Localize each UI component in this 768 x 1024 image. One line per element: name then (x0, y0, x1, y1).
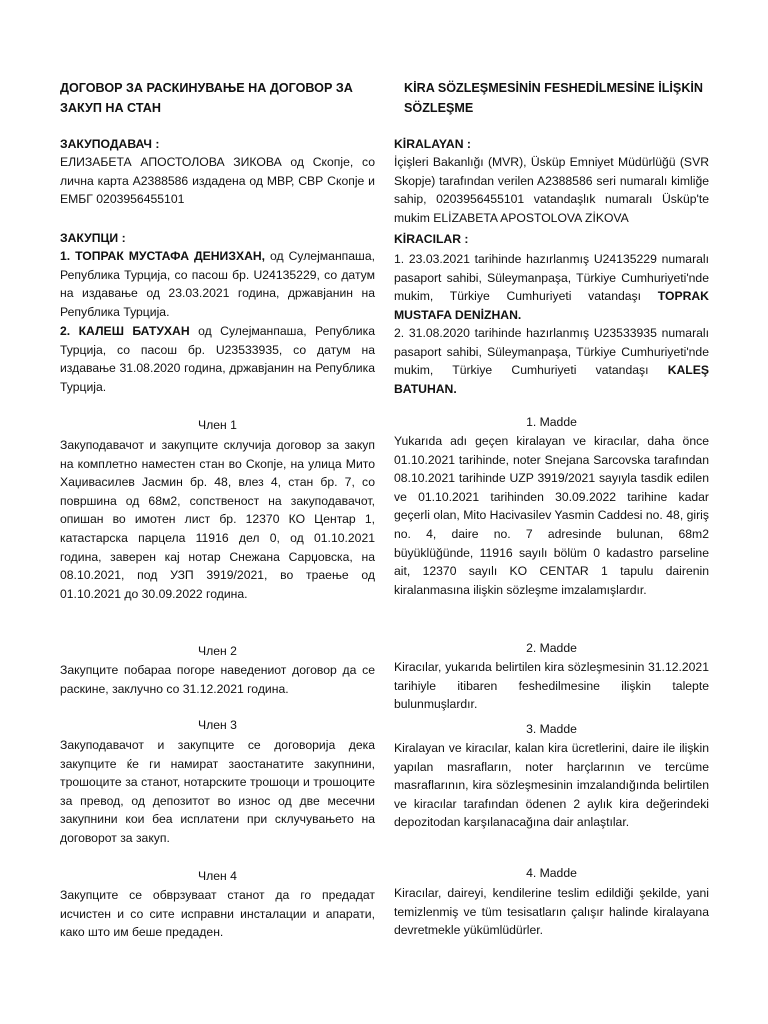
mk-landlord-text: ЕЛИЗАБЕТА АПОСТОЛОВА ЗИКОВА од Скопје, со лична карта A2388586 издадена од МВР, СВР Скопје и ЕМБГ 0203956455101 (60, 155, 375, 207)
mk-article-1-text: Закуподавачот и закупците склучија договор за закуп на комплетно наместен стан во Скопје, на улица Мито Хаџивасилев Јасмин бр. 48, влез 4, стан бр. 7, со површина од 68м2, сопственост на закуподавачот, опишан во имотен лист бр. 12370 КО Центар 1, катастарска парцела 11916 дел 0, од 01.10.2021 година, заверен кај нотар Снежана Сарџовска, на 08.10.2021, под УЗП 3919/2021, во траење од 01.10.2021 до 30.09.2022 година. (60, 438, 375, 601)
tr-article-2-text: Kiracılar, yukarıda belirtilen kira sözleşmesinin 31.12.2021 tarihiyle itibaren feshedilmesine ilişkin talepte bulunmuşlardır. (394, 660, 709, 712)
tr-article-1-heading: 1. Madde (526, 415, 577, 429)
tr-tenant-1-name: TOPRAK MUSTAFA DENİZHAN. (394, 289, 709, 322)
mk-article-4-text: Закупците се обврзуваат станот да го предадат исчистен и со сите исправни инсталации и апарати, како што им беше предаден. (60, 888, 375, 940)
tr-landlord-heading: KİRALAYAN : (394, 137, 471, 151)
mk-tenant-1-name: 1. ТОПРАК МУСТАФА ДЕНИЗХАН, (60, 249, 266, 263)
mk-tenant-2-text: од Сулејманпаша, Република Турција, со пасош бр. U23533935, со датум на издавање 31.08.2020 година, државјанин на Република Турција. (60, 324, 375, 394)
tr-landlord-text: İçişleri Bakanlığı (MVR), Üsküp Emniyet Müdürlüğü (SVR Skopje) tarafından verilen A2388586 seri numaralı kimliğe sahip, 0203956455101 vatandaşlık numaralı Üsküp'te mukim ELİZABETA APOSTOLOVA ZİKOVA (394, 155, 709, 225)
tr-tenant-2-text: 2. 31.08.2020 tarihinde hazırlanmış U23533935 numaralı pasaport sahibi, Süleymanpaşa, Türkiye Cumhuriyeti'nde mukim, Türkiye Cumhuriyeti vatandaşı (394, 326, 709, 378)
mk-tenant-1 (60, 247, 375, 321)
mk-tenant-1-text: од Сулејманпаша, Република Турција, со пасош бр. U24135229, со датум на издавање од 23.03.2021 година, државјанин на Република Турција. (60, 249, 375, 319)
tr-tenant-2-name: KALEŞ BATUHAN. (394, 363, 709, 396)
mk-tenant-2 (60, 322, 375, 396)
mk-tenant-2-name: 2. КАЛЕШ БАТУХАН (60, 324, 190, 338)
mk-article-2-text: Закупците побараа погоре наведениот договор да се раскине, заклучно со 31.12.2021 година. (60, 663, 375, 696)
mk-article-2-heading: Член 2 (198, 644, 237, 658)
mk-tenants-heading: ЗАКУПЦИ : (60, 231, 126, 245)
tr-article-4-text: Kiracılar, daireyi, kendilerine teslim edildiği şekilde, yani temizlenmiş ve tüm tesisatların çalışır halinde kiralayana devretmekle yükümlüdürler. (394, 886, 709, 938)
tr-article-2-heading: 2. Madde (526, 641, 577, 655)
mk-article-3-heading: Член 3 (198, 718, 237, 732)
tr-tenants-heading: KİRACILAR : (394, 232, 469, 246)
tr-article-3-text: Kiralayan ve kiracılar, kalan kira ücretlerini, daire ile ilişkin yapılan masrafların, noter harçlarının ve tercüme masraflarının, kira sözleşmesinin imzalandığında belirtilen ve kiracılar tarafından ödenen 2 aylık kira değerindeki depozitodan karşılanacağına dair anlaştılar. (394, 741, 709, 830)
tr-tenant-1-text: 1. 23.03.2021 tarihinde hazırlanmış U24135229 numaralı pasaport sahibi, Süleymanpaşa, Türkiye Cumhuriyeti'nde mukim, Türkiye Cumhuriyeti vatandaşı (394, 252, 709, 304)
tr-article-4-heading: 4. Madde (526, 866, 577, 880)
tr-article-1-text: Yukarıda adı geçen kiralayan ve kiracılar, daha önce 01.10.2021 tarihinde, noter Snejana Sarcovska tarafından 08.10.2021 tarihinde UZP 3919/2021 sayıyla tasdik edilen ve 01.10.2021 tarihinden 30.09.2022 tarihine kadar geçerli olan, Mito Hacivasilev Yasmin Caddesi no. 48, giriş no. 4, daire no. 7 adresinde bulunan, 68m2 büyüklüğünde, 11916 sayılı bölüm 0 kadastro parseline ait, 12370 sayılı KO CENTAR 1 tapulu dairenin kiralanmasına ilişkin sözleşme imzalamışlardır. (394, 434, 709, 597)
mk-title: ДОГОВОР ЗА РАСКИНУВАЊЕ НА ДОГОВОР ЗА ЗАКУП НА СТАН (60, 81, 353, 115)
tr-article-3-heading: 3. Madde (526, 722, 577, 736)
mk-landlord-heading: ЗАКУПОДАВАЧ : (60, 137, 160, 151)
tr-title: KİRA SÖZLEŞMESİNİN FESHEDİLMESİNE İLİŞKİN SÖZLEŞME (404, 81, 704, 115)
mk-article-1-heading: Член 1 (198, 418, 237, 432)
tr-tenant-2 (394, 324, 709, 398)
tr-tenant-1 (394, 250, 709, 324)
mk-article-3-text: Закуподавачот и закупците се договорија дека закупците ќе ги намират заостанатите закупнини, трошоците за станот, нотарските трошоци и трошоците за превод, од депозитот во износ од две месечни закупнини кои беа исплатени при склучувањето на договорот за закуп. (60, 738, 375, 845)
mk-article-4-heading: Член 4 (198, 869, 237, 883)
